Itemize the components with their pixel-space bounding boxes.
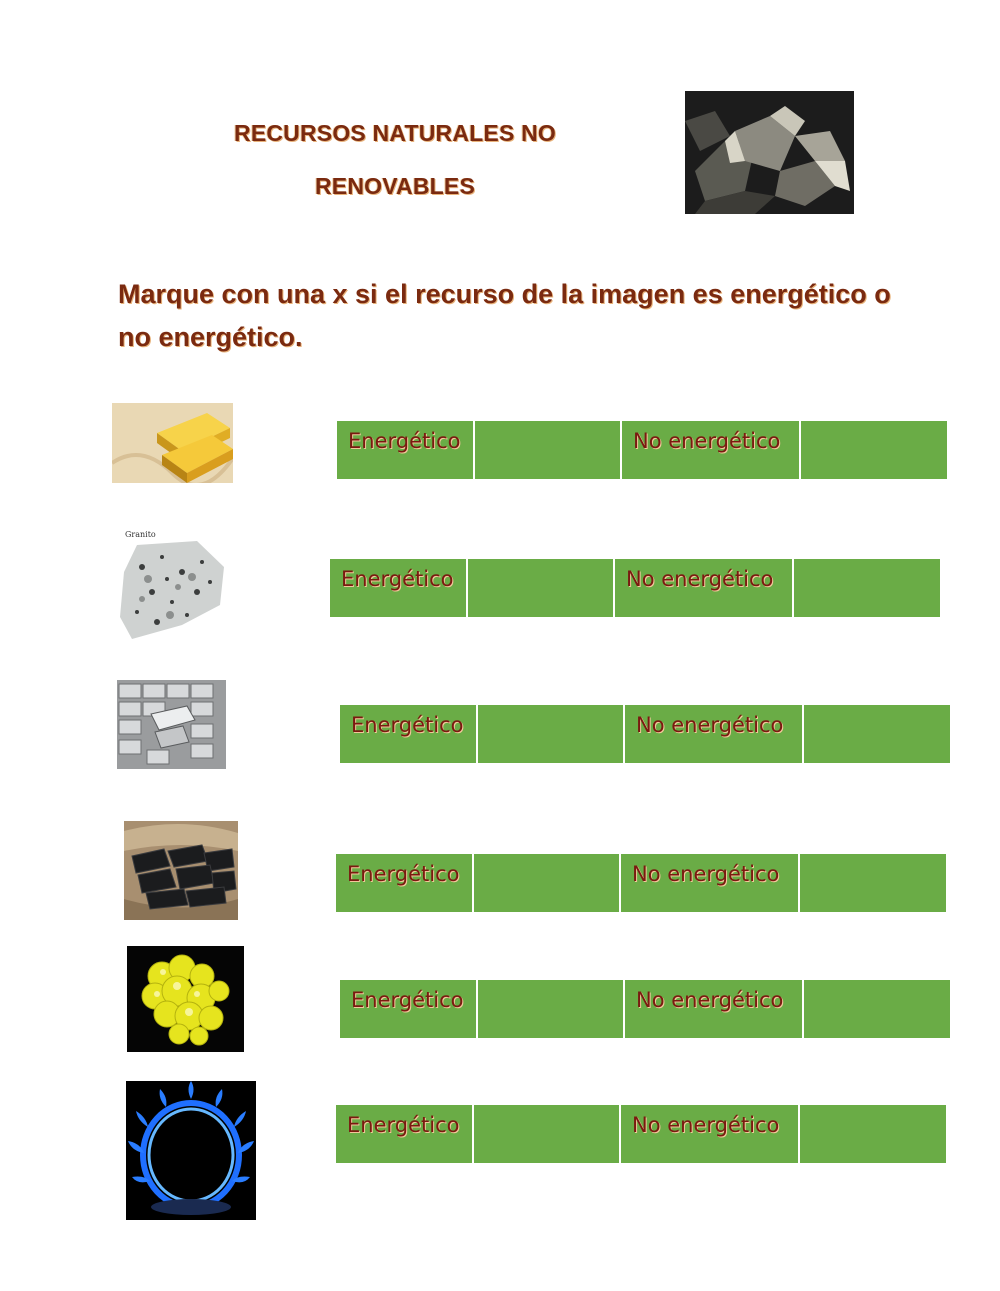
non-energetic-answer-box[interactable] [801, 421, 947, 479]
sulfur-image [127, 946, 244, 1052]
energetic-label-cell [330, 559, 468, 617]
non-energetic-answer-box[interactable] [794, 559, 940, 617]
energetic-label: Energético [347, 862, 460, 886]
energetic-answer-box[interactable] [474, 854, 621, 912]
non-energetic-label-cell [621, 854, 800, 912]
energetic-label-cell [340, 705, 478, 763]
energetic-label: Energético [351, 988, 464, 1012]
classification-row-4 [336, 854, 946, 912]
page-title-line2: RENOVABLES [314, 173, 476, 199]
energetic-answer-box[interactable] [468, 559, 615, 617]
non-energetic-label: No energético [626, 567, 774, 591]
non-energetic-label-cell [615, 559, 794, 617]
energetic-label: Energético [351, 713, 464, 737]
instruction-text: Marque con una x si el recurso de la imagen es energético o no energético. [118, 279, 891, 352]
energetic-label-cell [336, 854, 474, 912]
energetic-label-cell [340, 980, 478, 1038]
energetic-answer-box[interactable] [474, 1105, 621, 1163]
non-energetic-label-cell [625, 980, 804, 1038]
classification-row-6 [336, 1105, 946, 1163]
gas-flame-image [126, 1081, 256, 1220]
classification-row-5 [340, 980, 950, 1038]
energetic-answer-box[interactable] [475, 421, 622, 479]
classification-row-2 [330, 559, 940, 617]
page-title-line1: RECURSOS NATURALES NO [234, 120, 556, 146]
non-energetic-answer-box[interactable] [804, 980, 950, 1038]
coal-image [124, 821, 238, 920]
energetic-label: Energético [348, 429, 461, 453]
classification-row-3 [340, 705, 950, 763]
granite-image [112, 527, 232, 642]
non-energetic-label-cell [621, 1105, 800, 1163]
non-energetic-answer-box[interactable] [804, 705, 950, 763]
classification-row-1 [337, 421, 947, 479]
non-energetic-label: No energético [632, 1113, 780, 1137]
energetic-label: Energético [347, 1113, 460, 1137]
non-energetic-label: No energético [636, 713, 784, 737]
silver-bars-image [117, 680, 226, 769]
non-energetic-answer-box[interactable] [800, 854, 946, 912]
energetic-answer-box[interactable] [478, 980, 625, 1038]
non-energetic-label-cell [622, 421, 801, 479]
non-energetic-label: No energético [633, 429, 781, 453]
non-energetic-label-cell [625, 705, 804, 763]
gold-bars-image [112, 403, 233, 483]
energetic-label-cell [336, 1105, 474, 1163]
energetic-label: Energético [341, 567, 454, 591]
energetic-answer-box[interactable] [478, 705, 625, 763]
non-energetic-label: No energético [636, 988, 784, 1012]
pyrite-image [685, 91, 854, 214]
non-energetic-answer-box[interactable] [800, 1105, 946, 1163]
granite-caption: Granito [125, 530, 156, 539]
energetic-label-cell [337, 421, 475, 479]
non-energetic-label: No energético [632, 862, 780, 886]
